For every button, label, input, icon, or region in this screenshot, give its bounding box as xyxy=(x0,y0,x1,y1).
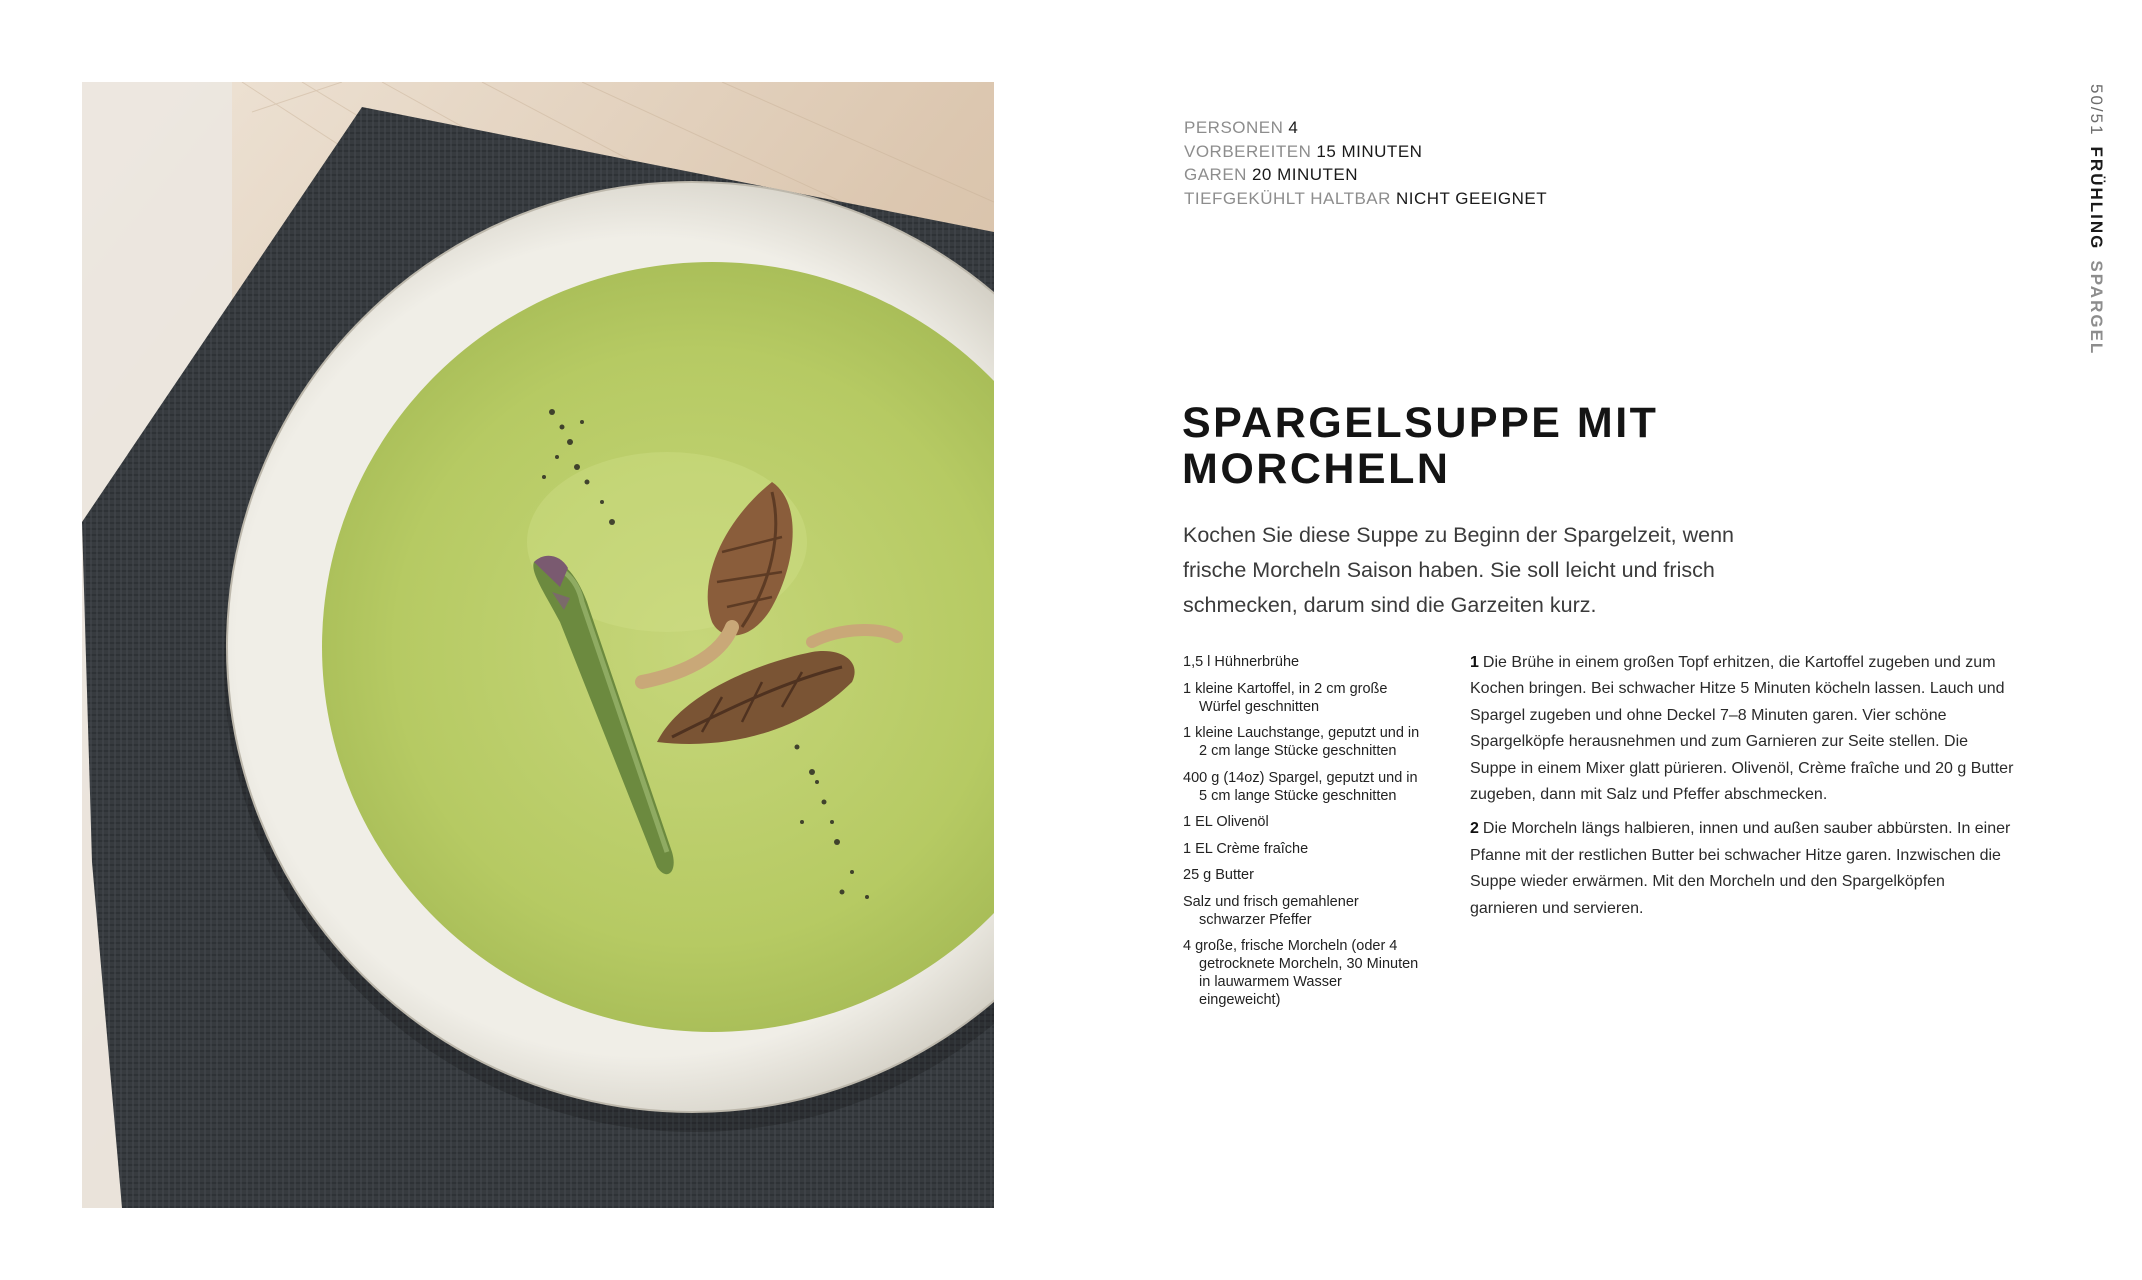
meta-prep-time: VORBEREITEN 15 MINUTEN xyxy=(1184,141,1423,161)
recipe-intro: Kochen Sie diese Suppe zu Beginn der Spargelzeit, wenn frische Morcheln Saison haben. Sie soll leicht und frisch schmecken, darum sind die Garzeiten kurz. xyxy=(1183,523,1735,617)
meta-servings: PERSONEN 4 xyxy=(1184,118,1299,137)
ingredient-item: 400 g (14oz) Spargel, geputzt und in 5 cm lange Stücke geschnitten xyxy=(1183,769,1418,804)
method-step xyxy=(1470,650,2015,808)
running-head xyxy=(2088,84,2108,384)
step-number: 2 xyxy=(1470,820,1479,838)
ingredient-item: 1,5 l Hühnerbrühe xyxy=(1183,654,1300,670)
section-name: FRÜHLING xyxy=(2087,146,2106,251)
method-step xyxy=(1470,816,2015,922)
subsection-name: SPARGEL xyxy=(2087,260,2106,356)
step-number: 1 xyxy=(1470,654,1479,671)
recipe-meta xyxy=(1184,116,1547,210)
recipe-title xyxy=(1182,400,1942,492)
step-text: Die Morcheln längs halbieren, innen und außen sauber abbürsten. In einer Pfanne mit der restlichen Butter bei schwacher Hitze garen. Inzwischen die Suppe wieder erwärmen. Mit den Morcheln und den Spargelköpfen garnieren und servieren. xyxy=(1470,820,2011,917)
recipe-photo xyxy=(82,82,994,1208)
ingredient-item: 25 g Butter xyxy=(1183,867,1254,883)
meta-cook-time: GAREN 20 MINUTEN xyxy=(1184,165,1359,184)
ingredient-item: 4 große, frische Morcheln (oder 4 getrocknete Morcheln, 30 Minuten in lauwarmem Wasser eingeweicht) xyxy=(1183,938,1419,1008)
recipe-title-line-2: MORCHELN xyxy=(1182,445,1451,493)
ingredient-item: 1 EL Crème fraîche xyxy=(1183,840,1309,857)
method-steps xyxy=(1470,650,2015,930)
step-text: Die Brühe in einem großen Topf erhitzen, die Kartoffel zugeben und zum Kochen bringen. Bei schwacher Hitze 5 Minuten köcheln lassen. Lauch und Spargel zugeben und ohne Deckel 7–8 Minuten garen. Vier schöne Spargelköpfe herausnehmen und zum Garnieren zur Seite stellen. Die Suppe in einem Mixer glatt pürieren. Olivenöl, Crème fraîche und 20 g Butter zugeben, dann mit Salz und Pfeffer abschmecken. xyxy=(1470,654,2014,804)
ingredient-list xyxy=(1183,653,1423,1018)
page-numbers: 50/51 xyxy=(2087,84,2106,137)
recipe-title-line-1: SPARGELSUPPE MIT xyxy=(1182,399,1659,447)
ingredient-item: Salz und frisch gemahlener schwarzer Pfeffer xyxy=(1183,893,1359,928)
ingredient-item: 1 EL Olivenöl xyxy=(1183,814,1269,830)
meta-freezing: TIEFGEKÜHLT HALTBAR NICHT GEEIGNET xyxy=(1184,188,1548,208)
ingredient-item: 1 kleine Kartoffel, in 2 cm große Würfel geschnitten xyxy=(1183,680,1388,715)
ingredient-item: 1 kleine Lauchstange, geputzt und in 2 cm lange Stücke geschnitten xyxy=(1183,725,1420,759)
